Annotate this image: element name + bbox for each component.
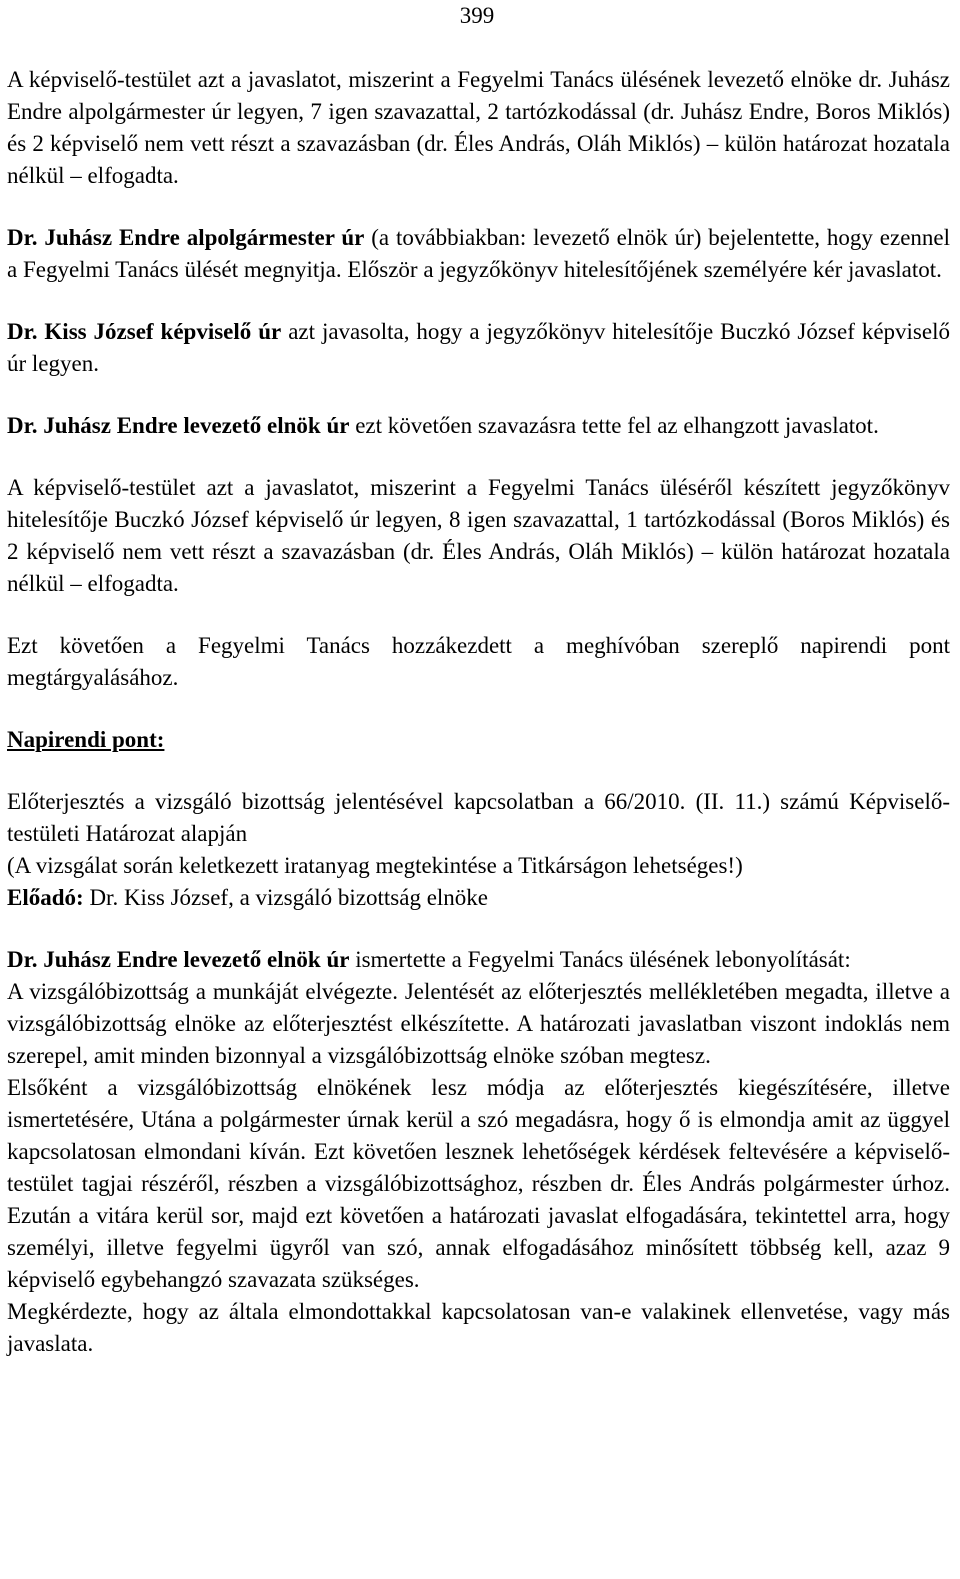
paragraph-4 — [7, 410, 950, 442]
agenda-note: (A vizsgálat során keletkezett iratanyag megtekintése a Titkárságon lehetséges!) — [7, 853, 743, 878]
paragraph-1: A képviselő-testület azt a javaslatot, miszerint a Fegyelmi Tanács ülésének levezető elnöke dr. Juhász Endre alpolgármester úr legyen, 7 igen szavazattal, 2 tartózkodással (dr. Juhász Endre, Boros Miklós) és 2 képviselő nem vett részt a szavazásban (dr. Éles András, Oláh Miklós) – külön határozat hozatala nélkül – elfogadta. — [7, 67, 950, 188]
paragraph-text: azt javasolta, hogy a jegyzőkönyv hitelesítője Buczkó József képviselő úr legyen. — [7, 319, 950, 376]
agenda-heading: Napirendi pont: — [7, 727, 165, 752]
agenda-item: Előterjesztés a vizsgáló bizottság jelentésével kapcsolatban a 66/2010. (II. 11.) számú Képviselő-testületi Határozat alapján — [7, 789, 950, 846]
speaker-name: Dr. Juhász Endre levezető elnök úr — [7, 947, 350, 972]
presenter-name: Dr. Kiss József, a vizsgáló bizottság elnöke — [83, 885, 489, 910]
paragraph-12: Elsőként a vizsgálóbizottság elnökének lesz módja az előterjesztés kiegészítésére, illetve ismertetésére, Utána a polgármester úrnak kerül a szó megadásra, hogy ő is elmondja amit az üggyel kapcsolatosan elmondani kíván. Ezt követően lesznek lehetőségek kérdések feltevésére a képviselő-testület tagjai részéről, részben a vizsgálóbizottsághoz, részben dr. Éles András polgármester úrhoz. Ezután a vitára kerül sor, majd ezt követően a határozati javaslat elfogadására, tekintettel arra, hogy személyi, illetve fegyelmi ügyről van szó, annak elfogadásához minősített többség kell, azaz 9 képviselő egybehangzó szavazata szükséges. — [7, 1075, 950, 1292]
paragraph-13: Megkérdezte, hogy az általa elmondottakkal kapcsolatosan van-e valakinek ellenvetése, vagy más javaslata. — [7, 1299, 950, 1356]
paragraph-text: ezt követően szavazásra tette fel az elhangzott javaslatot. — [349, 413, 879, 438]
document-body — [7, 64, 950, 1360]
speaker-name: Dr. Juhász Endre alpolgármester úr — [7, 225, 365, 250]
page-number: 399 — [459, 3, 495, 28]
paragraph-text: (a továbbiakban: levezető elnök úr) bejelentette, hogy ezennel a Fegyelmi Tanács ülését megnyitja. Először a jegyzőkönyv hitelesítőjének személyére kér javaslatot. — [7, 225, 950, 282]
paragraph-10 — [7, 944, 950, 976]
presenter-line — [7, 882, 950, 914]
presenter-label: Előadó: — [7, 885, 84, 910]
paragraph-3 — [7, 316, 950, 380]
speaker-name: Dr. Juhász Endre levezető elnök úr — [7, 413, 350, 438]
paragraph-11: A vizsgálóbizottság a munkáját elvégezte. Jelentését az előterjesztés mellékletében megadta, illetve a vizsgálóbizottság elnöke az előterjesztést elkészítette. A határozati javaslatban viszont indoklás nem szerepel, amit minden bizonnyal a vizsgálóbizottság elnöke szóban megtesz. — [7, 979, 950, 1068]
paragraph-6: Ezt követően a Fegyelmi Tanács hozzákezdett a meghívóban szereplő napirendi pont megtárgyalásához. — [7, 633, 950, 690]
speaker-name: Dr. Kiss József képviselő úr — [7, 319, 282, 344]
paragraph-2 — [7, 222, 950, 286]
paragraph-5: A képviselő-testület azt a javaslatot, miszerint a Fegyelmi Tanács üléséről készített jegyzőkönyv hitelesítője Buczkó József képviselő úr legyen, 8 igen szavazattal, 1 tartózkodással (Boros Miklós) és 2 képviselő nem vett részt a szavazásban (dr. Éles András, Oláh Miklós) – külön határozat hozatala nélkül – elfogadta. — [7, 475, 950, 596]
paragraph-text: ismertette a Fegyelmi Tanács ülésének lebonyolítását: — [349, 947, 851, 972]
